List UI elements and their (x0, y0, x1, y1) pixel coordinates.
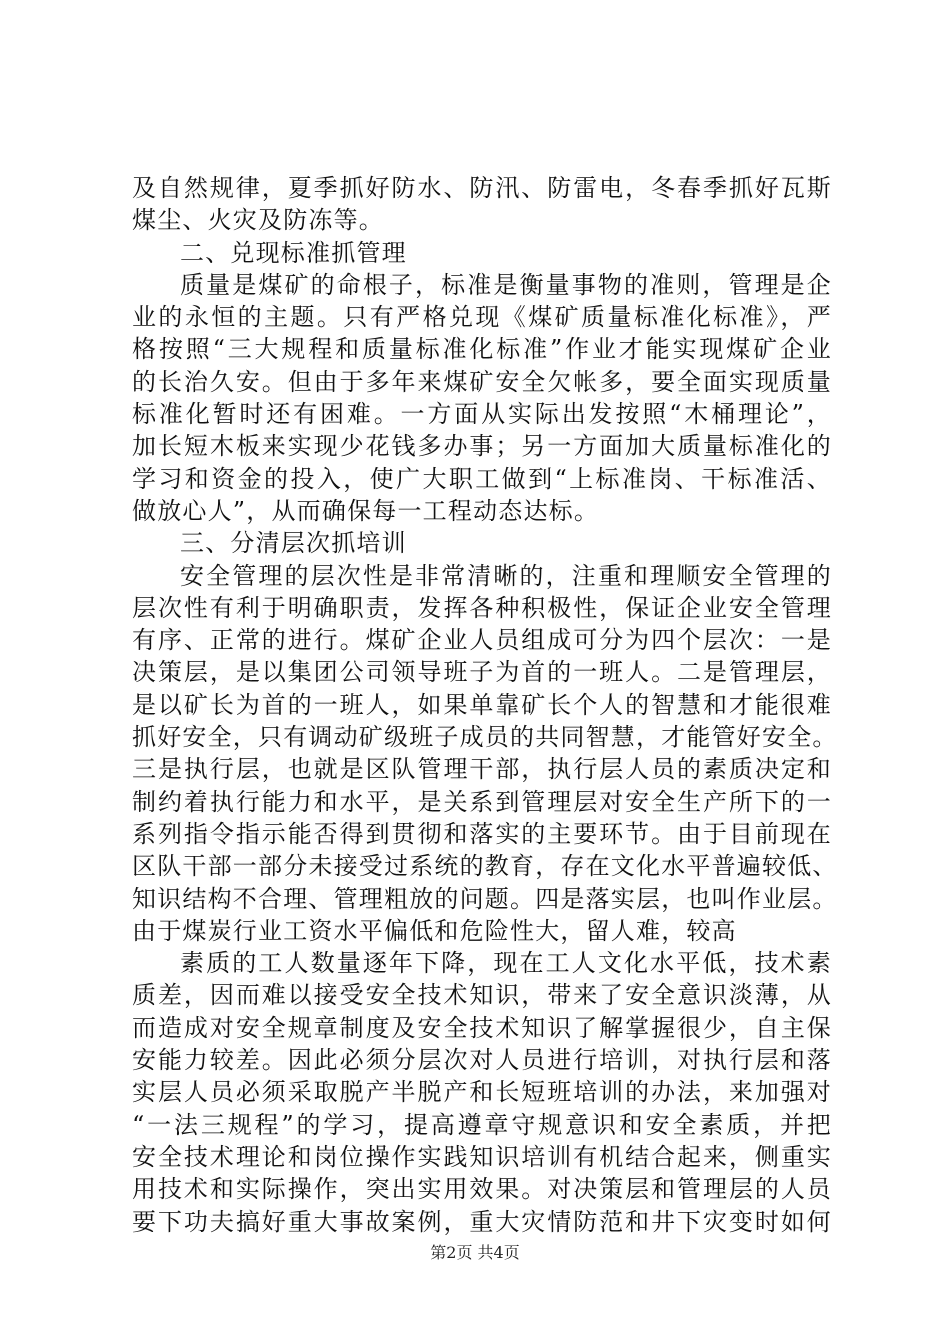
text-line: 层次性有利于明确职责，发挥各种积极性，保证企业安全管理 (132, 593, 832, 622)
section-heading: 二、兑现标准抓管理 (180, 238, 407, 267)
text-line: 学习和资金的投入，使广大职工做到“上标准岗、干标准活、 (132, 464, 832, 493)
text-line: 及自然规律，夏季抓好防水、防汛、防雷电，冬春季抓好瓦斯 (132, 174, 832, 202)
text-line: 知识结构不合理、管理粗放的问题。四是落实层，也叫作业层。 (132, 884, 838, 913)
paragraph-first-line: 质量是煤矿的命根子，标准是衡量事物的准则，管理是企 (180, 270, 832, 299)
text-line: “一法三规程”的学习，提高遵章守规意识和安全素质，并把 (132, 1110, 832, 1139)
text-line: 安能力较差。因此必须分层次对人员进行培训，对执行层和落 (132, 1046, 832, 1075)
text-line: 格按照“三大规程和质量标准化标准”作业才能实现煤矿企业 (132, 335, 832, 364)
text-line: 的长治久安。但由于多年来煤矿安全欠帐多，要全面实现质量 (132, 367, 832, 396)
text-line: 标准化暂时还有困难。一方面从实际出发按照“木桶理论”， (132, 400, 832, 429)
text-line: 加长短木板来实现少花钱多办事；另一方面加大质量标准化的 (132, 432, 832, 461)
text-line: 区队干部一部分未接受过系统的教育，存在文化水平普遍较低、 (132, 852, 838, 881)
text-line: 系列指令指示能否得到贯彻和落实的主要环节。由于目前现在 (132, 819, 832, 848)
page-number-footer: 第2页 共4页 (430, 1243, 520, 1262)
text-line: 要下功夫搞好重大事故案例，重大灾情防范和井下灾变时如何 (132, 1207, 832, 1236)
document-body (132, 172, 838, 1238)
text-line: 是以矿长为首的一班人，如果单靠矿长个人的智慧和才能很难 (132, 690, 832, 719)
text-line: 质差，因而难以接受安全技术知识，带来了安全意识淡薄，从 (132, 981, 832, 1010)
text-line: 由于煤炭行业工资水平偏低和危险性大，留人难，较高 (132, 916, 737, 945)
text-line: 抓好安全，只有调动矿级班子成员的共同智慧，才能管好安全。 (132, 723, 838, 752)
paragraph-first-line: 素质的工人数量逐年下降，现在工人文化水平低，技术素 (180, 949, 832, 978)
text-line: 而造成对安全规章制度及安全技术知识了解掌握很少，自主保 (132, 1013, 832, 1042)
text-line: 做放心人”，从而确保每一工程动态达标。 (132, 496, 600, 525)
text-line: 安全技术理论和岗位操作实践知识培训有机结合起来，侧重实 (132, 1142, 832, 1171)
text-line: 三是执行层，也就是区队管理干部，执行层人员的素质决定和 (132, 755, 832, 784)
text-line: 有序、正常的进行。煤矿企业人员组成可分为四个层次：一是 (132, 626, 832, 655)
text-line: 实层人员必须采取脱产半脱产和长短班培训的办法，来加强对 (132, 1078, 832, 1107)
text-line: 制约着执行能力和水平，是关系到管理层对安全生产所下的一 (132, 787, 832, 816)
paragraph-first-line: 安全管理的层次性是非常清晰的，注重和理顺安全管理的 (180, 561, 832, 590)
text-line: 业的永恒的主题。只有严格兑现《煤矿质量标准化标准》，严 (132, 303, 832, 332)
text-line: 决策层，是以集团公司领导班子为首的一班人。二是管理层， (132, 658, 832, 687)
text-line: 用技术和实际操作，突出实用效果。对决策层和管理层的人员 (132, 1175, 832, 1204)
section-heading: 三、分清层次抓培训 (180, 529, 407, 558)
text-line: 煤尘、火灾及防冻等。 (132, 206, 384, 235)
